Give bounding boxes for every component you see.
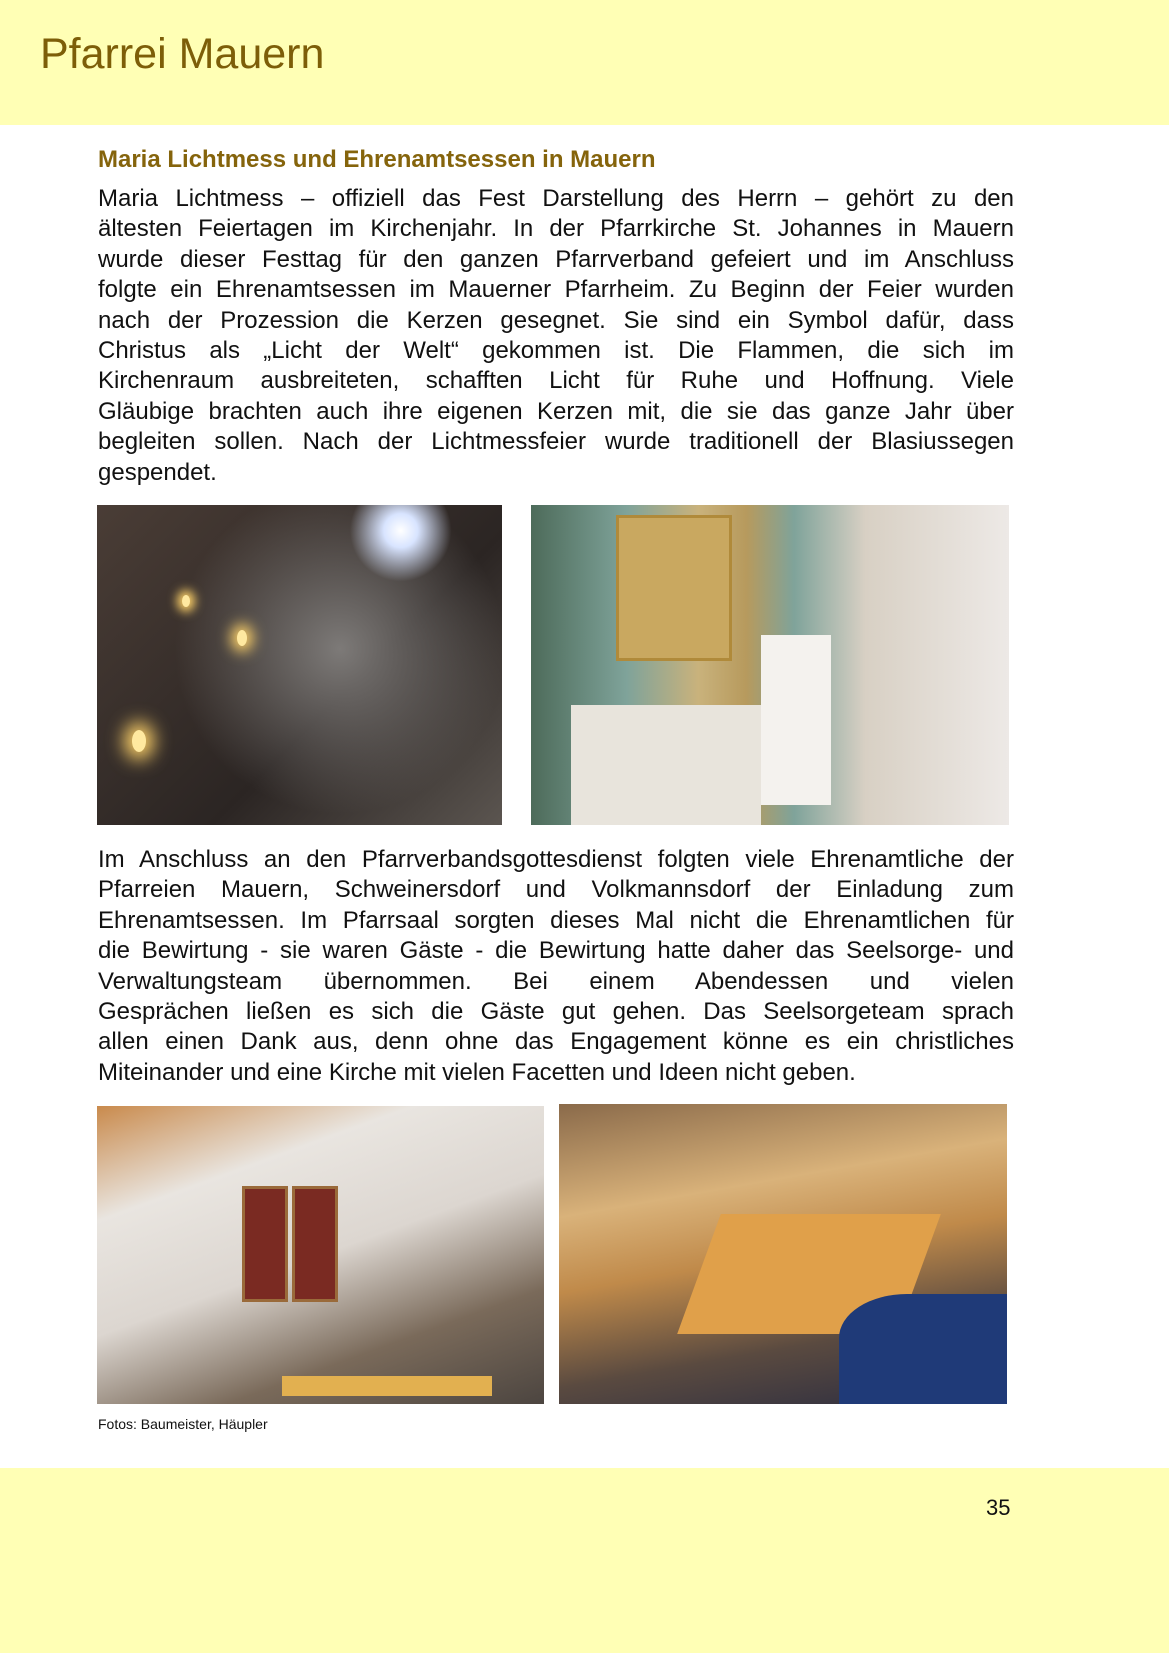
paragraph-line: ältesten Feiertagen im Kirchenjahr. In der Pfarrkirche St. Johannes in Mauern [98, 215, 1014, 243]
photo-candle-procession [97, 505, 502, 825]
paragraph-line: gespendet. [98, 458, 217, 486]
page-number: 35 [986, 1495, 1011, 1520]
paragraph-line: nach der Prozession die Kerzen gesegnet. Sie sind ein Symbol dafür, dass [98, 306, 1014, 334]
paragraph-line: Pfarreien Mauern, Schweinersdorf und Volkmannsdorf der Einladung zum [98, 876, 1014, 904]
paragraph-line: die Bewirtung - sie waren Gäste - die Bewirtung hatte daher das Seelsorge- und [98, 937, 1014, 965]
paragraph-line: allen einen Dank aus, denn ohne das Engagement könne es ein christliches [98, 1028, 1014, 1056]
paragraph-line: wurde dieser Festtag für den ganzen Pfarrverband gefeiert und im Anschluss [98, 245, 1014, 273]
photo-credit: Fotos: Baumeister, Häupler [98, 1416, 268, 1432]
paragraph-line: Miteinander und eine Kirche mit vielen Facetten und Ideen nicht geben. [98, 1058, 856, 1086]
paragraph-line: Ehrenamtsessen. Im Pfarrsaal sorgten dieses Mal nicht die Ehrenamtlichen für [98, 906, 1014, 934]
article-paragraph-1 [98, 184, 1014, 488]
paragraph-line: Im Anschluss an den Pfarrverbandsgottesdienst folgten viele Ehrenamtliche der [98, 846, 1014, 873]
paragraph-line: Verwaltungsteam übernommen. Bei einem Abendessen und vielen [98, 967, 1014, 995]
paragraph-line: folgte ein Ehrenamtsessen im Mauerner Pfarrheim. Zu Beginn der Feier wurden [98, 276, 1014, 304]
page-title: Pfarrei Mauern [40, 30, 325, 78]
paragraph-line: Kirchenraum ausbreiteten, schafften Licht für Ruhe und Hoffnung. Viele [98, 367, 1014, 395]
paragraph-line: Gesprächen ließen es sich die Gäste gut gehen. Das Seelsorgeteam sprach [98, 998, 1014, 1026]
photo-guests-at-tables [559, 1104, 1007, 1404]
paragraph-line: Christus als „Licht der Welt“ gekommen ist. Die Flammen, die sich im [98, 337, 1014, 365]
paragraph-line: begleiten sollen. Nach der Lichtmessfeier wurde traditionell der Blasiussegen [98, 428, 1014, 456]
photo-volunteer-dinner-hall [97, 1106, 544, 1404]
article-heading: Maria Lichtmess und Ehrenamtsessen in Mauern [98, 146, 656, 173]
article-paragraph-2 [98, 845, 1014, 1088]
photo-altar-service [531, 505, 1009, 825]
paragraph-line: Gläubige brachten auch ihre eigenen Kerzen mit, die sie das ganze Jahr über [98, 397, 1014, 425]
paragraph-line: Maria Lichtmess – offiziell das Fest Darstellung des Herrn – gehört zu den [98, 185, 1014, 212]
